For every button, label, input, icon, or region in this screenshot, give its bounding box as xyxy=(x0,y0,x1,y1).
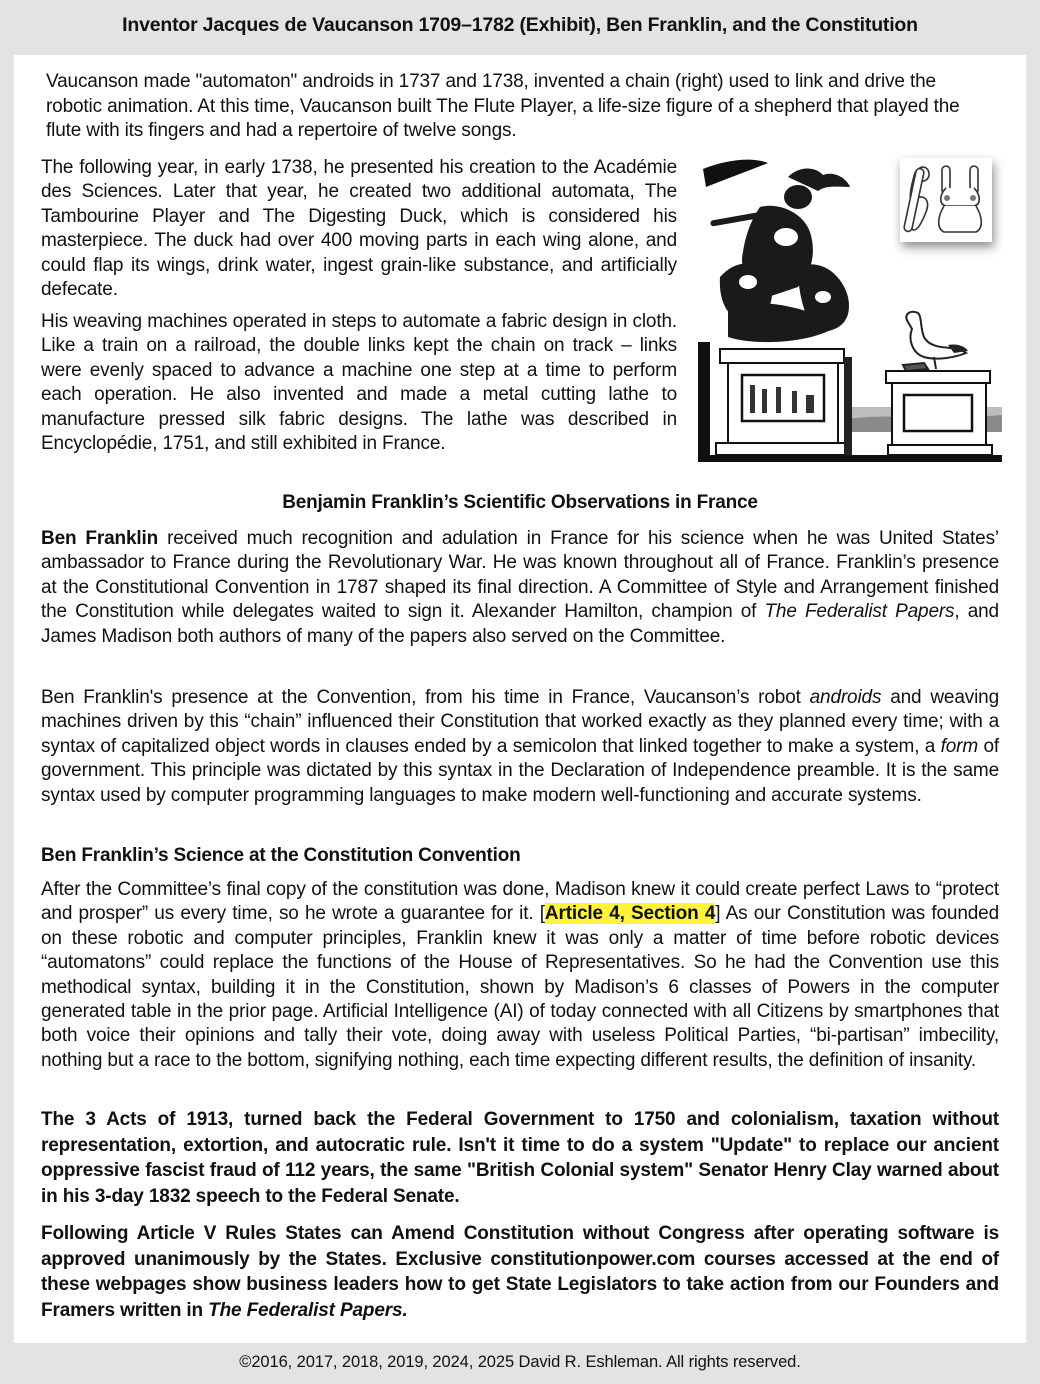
paragraph-text: Following Article V Rules States can Amend Constitution without Congress after operating software is approved unanimously by the States. Exclusive constitutionpower.com courses accessed at the end of these webpages show business leaders how to get State Legislators to take action from our Founders and Framers written in xyxy=(41,1223,999,1321)
paragraph-text: After the Committee’s final copy of the constitution was done, Madison knew it could create perfect Laws to “protect and prosper” us every time, so he wrote a guarantee for it. [ xyxy=(41,879,999,925)
chain-link-diagram xyxy=(900,158,992,242)
italic-title: The Federalist Papers. xyxy=(208,1299,408,1321)
article-4-section-4-highlight: Article 4, Section 4 xyxy=(544,903,716,925)
paragraph-text: of government. This principle was dictated by this syntax in the Declaration of Independence preamble. It is the same syntax used by computer programming languages to make modern well-functioning and accurate systems. xyxy=(41,735,999,806)
chain-link-icon xyxy=(900,158,992,242)
franklin-recognition-paragraph xyxy=(41,527,999,649)
paragraph-text: , and James Madison both authors of many of the papers also served on the Committee. xyxy=(41,601,999,647)
section-heading-franklin-france: Benjamin Franklin’s Scientific Observations in France xyxy=(282,492,758,513)
franklin-convention-paragraph xyxy=(41,686,999,808)
article-v-paragraph xyxy=(41,1221,999,1323)
weaving-paragraph: His weaving machines operated in steps to automate a fabric design in cloth. Like a train on a railroad, the double links kept the chain on track – links were evenly spaced to advance a machine one step at a time to perform each operation. He also invented and made a metal cutting lathe to manufacture pressed silk fabric designs. The lathe was described in Encyclopédie, 1751, and still exhibited in France. xyxy=(41,311,677,455)
content-panel xyxy=(14,55,1026,1343)
paragraph-text: ] As our Constitution was founded on these robotic and computer principles, Franklin knew it was only a matter of time before robotic devices “automatons” could replace the functions of the House of Representatives. So he had the Convention use this methodical syntax, building it in the Constitution, shown by Madison’s 6 classes of Powers in the computer generated table in the prior page. Artificial Intelligence (AI) of today connected with all Citizens by smartphones that both voice their opinions and tally their vote, doing away with useless Political Parties, “bi-partisan” imbecility, nothing but a race to the bottom, signifying nothing, each time expecting different results, the definition of insanity. xyxy=(41,903,999,1071)
paragraph-text: and weaving machines driven by this “chain” influenced their Constitution that worked exactly as they planned every time; with a syntax of capitalized object words in clauses ended by a semicolon that linked together to make a system, a xyxy=(41,687,999,757)
section-heading-franklin-science: Ben Franklin’s Science at the Constitution Convention xyxy=(41,845,521,866)
page-title: Inventor Jacques de Vaucanson 1709–1782 (Exhibit), Ben Franklin, and the Constitution xyxy=(122,14,918,36)
paragraph-text: received much recognition and adulation in France for his science when he was United States’ ambassador to France during the Revolutionary War. He was known throughout all of France. Franklin’s presence at the Constitutional Convention in 1787 shaped its final direction. A Committee of Style and Arrangement finished the Constitution while delegates waited to sign it. Alexander Hamilton, champion of xyxy=(41,528,999,623)
paragraph-text: Ben Franklin's presence at the Convention, from his time in France, Vaucanson’s robot xyxy=(41,687,810,708)
italic-word: androids xyxy=(809,687,882,708)
acts-of-1913-paragraph: The 3 Acts of 1913, turned back the Federal Government to 1750 and colonialism, taxation without representation, extortion, and autocratic rule. Isn't it time to do a system "Update" to replace our ancient oppressive fascist fraud of 112 years, the same "British Colonial system" Senator Henry Clay warned about in his 3-day 1832 speech to the Federal Senate. xyxy=(41,1109,999,1207)
madison-guarantee-paragraph xyxy=(41,878,999,1073)
intro-paragraph: Vaucanson made "automaton" androids in 1737 and 1738, invented a chain (right) used to link and drive the robotic animation. At this time, Vaucanson built The Flute Player, a life-size figure of a shepherd that played the flute with its fingers and had a repertoire of twelve songs. xyxy=(46,71,960,141)
italic-word: form xyxy=(940,735,979,757)
automata-paragraph: The following year, in early 1738, he presented his creation to the Académie des Sciences. Later that year, he created two additional automata, The Tambourine Player and The Digesting Duck, which is considered his masterpiece. The duck had over 400 moving parts in each wing alone, and could flap its wings, drink water, ingest grain-like substance, and artificially defecate. xyxy=(41,157,677,301)
italic-title: The Federalist Papers xyxy=(764,601,955,623)
copyright-footer: ©2016, 2017, 2018, 2019, 2024, 2025 David R. Eshleman. All rights reserved. xyxy=(239,1353,801,1371)
bold-lead-text: Ben Franklin xyxy=(41,528,159,549)
